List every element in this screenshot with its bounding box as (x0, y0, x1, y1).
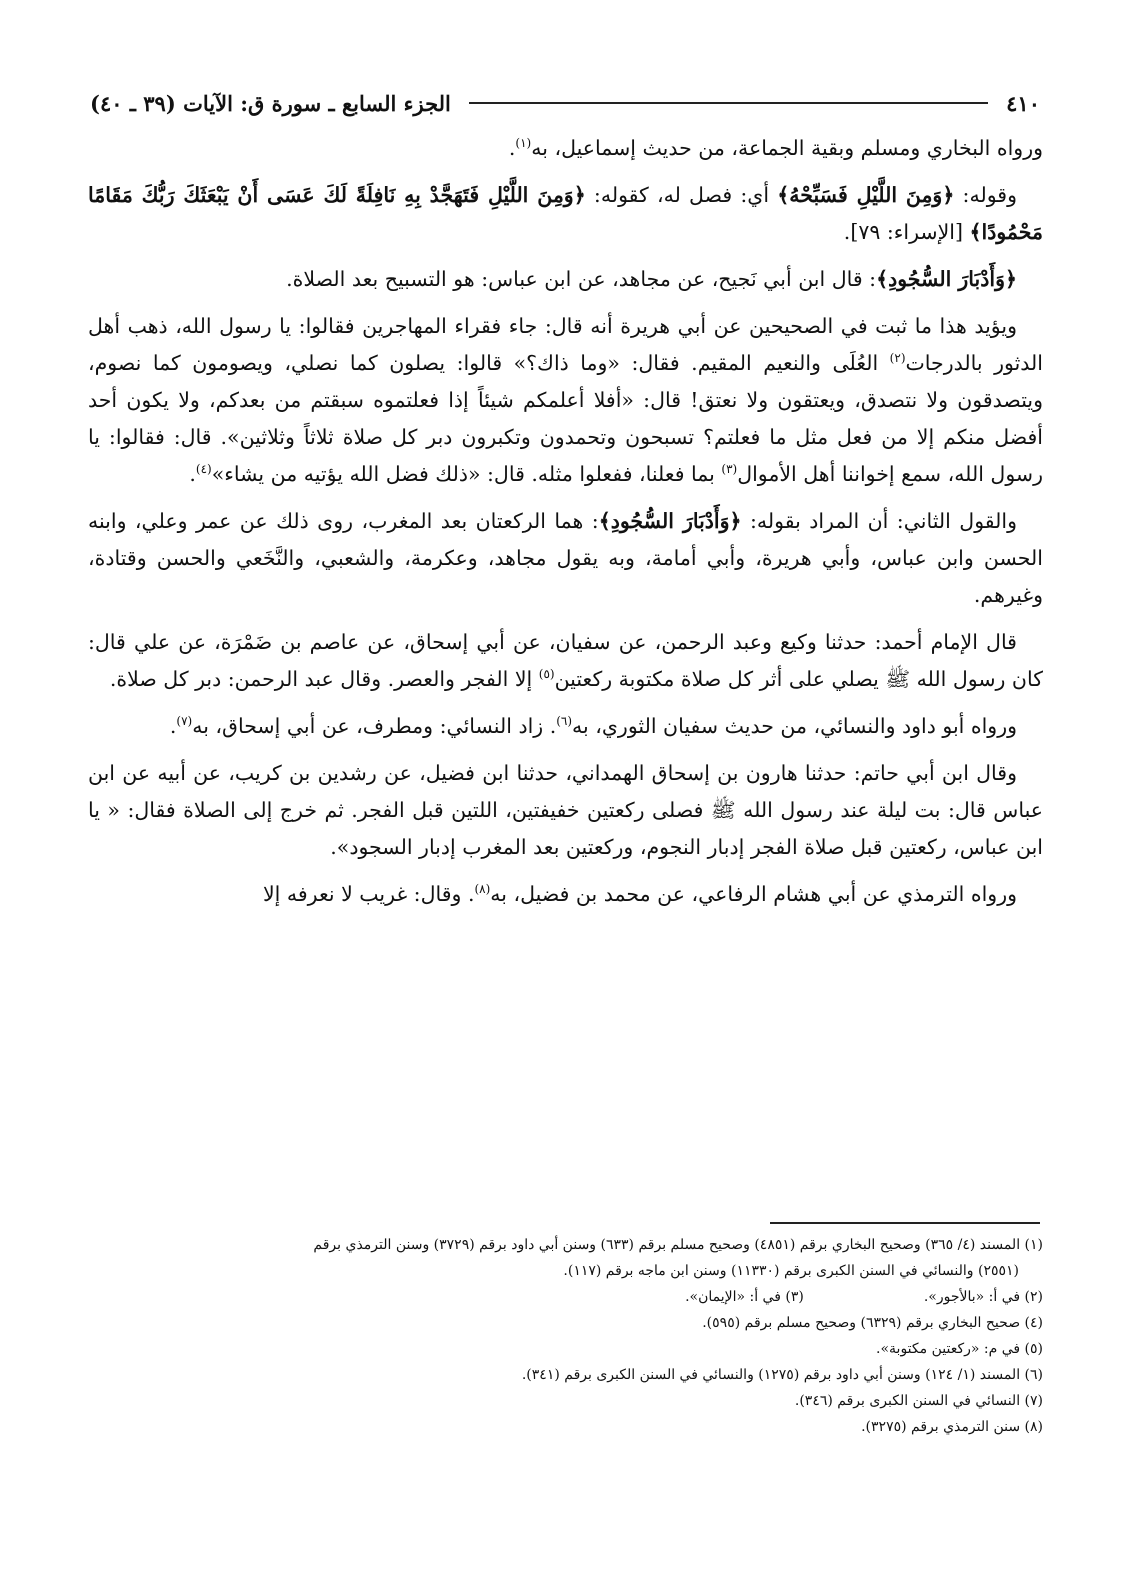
footnote-ref-1[interactable]: (١) (515, 136, 532, 151)
quran-quote: ﴿وَأَدْبَارَ السُّجُودِ﴾ (876, 267, 1017, 291)
header-rule (469, 102, 988, 104)
main-text (88, 130, 1043, 923)
footnote-2: (٢) في أ: «بالأجور». (923, 1289, 1043, 1305)
paragraph-7: ورواه أبو داود والنسائي، من حديث سفيان الثوري، به$^{(٦)}$. زاد النسائي: ومطرف، عن أبي إسحاق، به$^{(٧)}$. (169, 714, 1017, 738)
paragraph-5: والقول الثاني: أن المراد بقوله: ﴿وَأَدْبَارَ السُّجُودِ﴾: هما الركعتان بعد المغرب، روى ذلك عن عمر وعلي، وابنه الحسن وابن عباس، وأبي هريرة، وأبي أمامة، وبه يقول مجاهد، وعكرمة، والشعبي، والنَّخَعي والحسن وقتادة، وغيرهم. (88, 509, 1043, 607)
footnote-separator (770, 1222, 1040, 1224)
quran-quote: ﴿وَأَدْبَارَ السُّجُودِ﴾ (598, 509, 742, 533)
footnote-ref-2[interactable]: (٢) (889, 351, 906, 366)
paragraph-9: ورواه الترمذي عن أبي هشام الرفاعي، عن محمد بن فضيل، به$^{(٨)}$. وقال: غريب لا نعرفه إلا (262, 882, 1017, 906)
footnote-ref-6[interactable]: (٦) (556, 714, 573, 729)
footnote-1: (١) المسند (٤/ ٣٦٥) وصحيح البخاري برقم (٤٨٥١) وصحيح مسلم برقم (٦٣٣) وسنن أبي داود برقم (٣٧٢٩) وسنن الترمذي برقم (313, 1237, 1043, 1253)
footnote-7: (٧) النسائي في السنن الكبرى برقم (٣٤٦). (794, 1393, 1043, 1409)
footnote-ref-8[interactable]: (٨) (474, 882, 491, 897)
paragraph-8: وقال ابن أبي حاتم: حدثنا هارون بن إسحاق الهمداني، حدثنا ابن فضيل، عن رشدين بن كريب، عن أبيه عن ابن عباس قال: بت ليلة عند رسول الله ﷺ فصلى ركعتين خفيفتين، اللتين قبل الفجر. ثم خرج إلى الصلاة فقال: « يا ابن عباس، ركعتين قبل صلاة الفجر إدبار النجوم، وركعتين بعد المغرب إدبار السجود». (88, 761, 1043, 859)
paragraph-6: قال الإمام أحمد: حدثنا وكيع وعبد الرحمن، عن سفيان، عن أبي إسحاق، عن عاصم بن ضَمْرَة، عن علي قال: كان رسول الله ﷺ يصلي على أثر كل صلاة مكتوبة ركعتين$^{(٥)}$ إلا الفجر والعصر. وقال عبد الرحمن: دبر كل صلاة. (88, 630, 1043, 691)
quran-quote: ﴿وَمِنَ اللَّيْلِ فَسَبِّحْهُ﴾ (777, 183, 955, 207)
paragraph-2: وقوله: ﴿وَمِنَ اللَّيْلِ فَسَبِّحْهُ﴾ أي: فصل له، كقوله: ﴿وَمِنَ اللَّيْلِ فَتَهَجَّدْ بِهِ نَافِلَةً لَكَ عَسَى أَنْ يَبْعَثَكَ رَبُّكَ مَقَامًا مَحْمُودًا﴾ [الإسراء: ٧٩]. (88, 183, 1043, 244)
footnotes (88, 1232, 1043, 1440)
quran-quote: ﴿وَمِنَ اللَّيْلِ فَتَهَجَّدْ بِهِ نَافِلَةً لَكَ عَسَى أَنْ يَبْعَثَكَ رَبُّكَ مَقَامًا مَحْمُودًا﴾ (88, 183, 1043, 244)
page-number: ٤١٠ (1006, 90, 1040, 116)
footnote-5: (٥) في م: «ركعتين مكتوبة». (876, 1341, 1043, 1357)
paragraph-4: ويؤيد هذا ما ثبت في الصحيحين عن أبي هريرة أنه قال: جاء فقراء المهاجرين فقالوا: يا رسول الله، ذهب أهل الدثور بالدرجات$^{(٢)}$ العُلَى والنعيم المقيم. فقال: «وما ذاك؟» قالوا: يصلون كما نصلي، ويصومون كما نصوم، ويتصدقون ولا نتصدق، ويعتقون ولا نعتق! قال: «أفلا أعلمكم شيئاً إذا فعلتموه سبقتم من بعدكم، ولا يكون أحد أفضل منكم إلا من فعل مثل ما فعلتم؟ تسبحون وتحمدون وتكبرون دبر كل صلاة ثلاثاً وثلاثين». قال: فقالوا: يا رسول الله، سمع إخواننا أهل الأموال$^{(٣)}$ بما فعلنا، ففعلوا مثله. قال: «ذلك فضل الله يؤتيه من يشاء»$^{(٤)}$. (88, 314, 1043, 486)
paragraph-1: ورواه البخاري ومسلم وبقية الجماعة، من حديث إسماعيل، به$^{(١)}$. (508, 136, 1043, 160)
footnote-ref-4[interactable]: (٤) (195, 462, 212, 477)
footnote-ref-5[interactable]: (٥) (538, 667, 555, 682)
running-head (90, 88, 1040, 118)
footnote-4: (٤) صحيح البخاري برقم (٦٣٢٩) وصحيح مسلم برقم (٥٩٥). (702, 1315, 1043, 1331)
footnote-3: (٣) في أ: «الإيمان». (685, 1289, 804, 1305)
footnote-ref-7[interactable]: (٧) (176, 714, 193, 729)
footnote-ref-3[interactable]: (٣) (721, 462, 738, 477)
running-title: الجزء السابع ـ سورة ق: الآيات (٣٩ ـ ٤٠) (90, 90, 451, 116)
footnote-row (88, 1284, 1043, 1310)
footnote-8: (٨) سنن الترمذي برقم (٣٢٧٥). (861, 1419, 1043, 1435)
footnote-1-continued: (٢٥٥١) والنسائي في السنن الكبرى برقم (١١٣٣٠) وسنن ابن ماجه برقم (١١٧). (563, 1263, 1019, 1279)
footnote-6: (٦) المسند (١/ ١٢٤) وسنن أبي داود برقم (١٢٧٥) والنسائي في السنن الكبرى برقم (٣٤١). (521, 1367, 1043, 1383)
paragraph-3: ﴿وَأَدْبَارَ السُّجُودِ﴾: قال ابن أبي نَجيح، عن مجاهد، عن ابن عباس: هو التسبيح بعد الصلاة. (286, 267, 1017, 291)
